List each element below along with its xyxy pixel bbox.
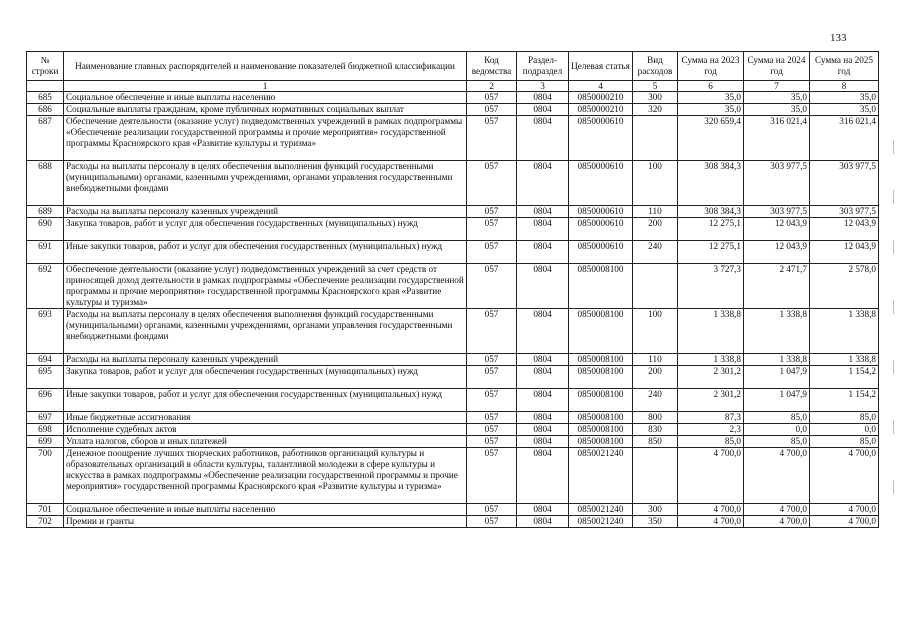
cell-target-item: 0850000210	[569, 104, 633, 116]
cell-sum-2024: 0,0	[744, 424, 810, 436]
cell-name: Расходы на выплаты персоналу в целях обеспечения выполнения функций государственными (муниципальными) органами, казенными учреждениями, органами управления государственными внебюджетными фондами	[64, 161, 467, 206]
cell-sum-2025: 1 338,8	[810, 354, 879, 366]
header-sum-2024: Сумма на 2024 год	[744, 52, 810, 81]
cell-row-number: 701	[27, 504, 64, 516]
cell-row-number: 699	[27, 436, 64, 448]
header-sum-2023: Сумма на 2023 год	[678, 52, 744, 81]
page-number: 133	[830, 32, 847, 44]
cell-sum-2024: 303 977,5	[744, 206, 810, 218]
cell-sum-2025: 35,0	[810, 92, 879, 104]
cell-sum-2024: 2 471,7	[744, 264, 810, 309]
cell-name: Обеспечение деятельности (оказание услуг) подведомственных учреждений за счет средств от приносящей доход деятельности в рамках подпрограммы «Обеспечение реализации государственной программы и прочие мероприятия» государственной программы Красноярского края «Развитие культуры и туризма»	[64, 264, 467, 309]
cell-target-item: 0850000610	[569, 241, 633, 264]
cell-department-code: 057	[467, 218, 517, 241]
cell-target-item: 0850000610	[569, 218, 633, 241]
cell-sum-2025: 303 977,5	[810, 161, 879, 206]
column-number: 8	[810, 81, 879, 92]
header-section: Раздел-подраздел	[517, 52, 569, 81]
cell-department-code: 057	[467, 424, 517, 436]
cell-sum-2023: 12 275,1	[678, 241, 744, 264]
cell-name: Премии и гранты	[64, 516, 467, 528]
table-row	[27, 161, 879, 206]
table-row	[27, 389, 879, 412]
table-row	[27, 104, 879, 116]
cell-sum-2025: 12 043,9	[810, 218, 879, 241]
table-row	[27, 436, 879, 448]
cell-row-number: 693	[27, 309, 64, 354]
cell-row-number: 695	[27, 366, 64, 389]
cell-name: Обеспечение деятельности (оказание услуг) подведомственных учреждений в рамках подпрограммы «Обеспечение реализации государственной программы и прочие мероприятия» государственной программы Красноярского края «Развитие культуры и туризма»	[64, 116, 467, 161]
cell-expense-type	[633, 116, 678, 161]
cell-section: 0804	[517, 206, 569, 218]
cell-sum-2025: 2 578,0	[810, 264, 879, 309]
cell-expense-type: 240	[633, 241, 678, 264]
cell-name: Уплата налогов, сборов и иных платежей	[64, 436, 467, 448]
table-row	[27, 516, 879, 528]
cell-name: Расходы на выплаты персоналу казенных учреждений	[64, 206, 467, 218]
cell-row-number: 691	[27, 241, 64, 264]
column-number	[27, 81, 64, 92]
cell-sum-2023: 35,0	[678, 104, 744, 116]
table-row	[27, 309, 879, 354]
cell-sum-2023: 85,0	[678, 436, 744, 448]
cell-target-item: 0850021240	[569, 504, 633, 516]
cell-department-code: 057	[467, 309, 517, 354]
scan-edge-mark	[893, 360, 894, 374]
cell-row-number: 690	[27, 218, 64, 241]
cell-section: 0804	[517, 92, 569, 104]
cell-row-number: 694	[27, 354, 64, 366]
cell-name: Расходы на выплаты персоналу казенных учреждений	[64, 354, 467, 366]
cell-section: 0804	[517, 448, 569, 504]
cell-department-code: 057	[467, 161, 517, 206]
cell-sum-2023: 308 384,3	[678, 206, 744, 218]
cell-section: 0804	[517, 241, 569, 264]
column-number: 4	[569, 81, 633, 92]
cell-expense-type: 850	[633, 436, 678, 448]
scan-edge-mark	[893, 140, 894, 154]
cell-target-item: 0850021240	[569, 516, 633, 528]
cell-expense-type: 110	[633, 206, 678, 218]
cell-target-item: 0850000610	[569, 161, 633, 206]
table-row	[27, 366, 879, 389]
cell-expense-type	[633, 448, 678, 504]
cell-sum-2023: 35,0	[678, 92, 744, 104]
cell-name: Денежное поощрение лучших творческих работников, работников организаций культуры и образовательных организаций в области культуры, талантливой молодежи в сфере культуры и искусства в рамках подпрограммы «Обеспечение реализации государственной программы и прочие мероприятия» государственной программы Красноярского края «Развитие культуры и туризма»	[64, 448, 467, 504]
cell-department-code: 057	[467, 104, 517, 116]
scan-edge-mark	[893, 480, 894, 494]
cell-expense-type: 100	[633, 309, 678, 354]
cell-sum-2025: 1 338,8	[810, 309, 879, 354]
column-number-row	[27, 81, 879, 92]
cell-target-item: 0850008100	[569, 389, 633, 412]
cell-target-item: 0850021240	[569, 448, 633, 504]
cell-name: Социальное обеспечение и иные выплаты населению	[64, 504, 467, 516]
column-number: 6	[678, 81, 744, 92]
cell-target-item: 0850008100	[569, 424, 633, 436]
cell-name: Закупка товаров, работ и услуг для обеспечения государственных (муниципальных) нужд	[64, 366, 467, 389]
table-row	[27, 448, 879, 504]
cell-expense-type: 320	[633, 104, 678, 116]
cell-sum-2025: 4 700,0	[810, 448, 879, 504]
cell-sum-2023: 87,3	[678, 412, 744, 424]
cell-section: 0804	[517, 389, 569, 412]
scan-edge-mark	[893, 240, 894, 254]
scan-edge-mark	[893, 190, 894, 204]
table-body	[27, 92, 879, 528]
cell-department-code: 057	[467, 264, 517, 309]
cell-name: Иные бюджетные ассигнования	[64, 412, 467, 424]
cell-department-code: 057	[467, 412, 517, 424]
table-row	[27, 354, 879, 366]
table-header-row	[27, 52, 879, 81]
cell-row-number: 689	[27, 206, 64, 218]
cell-section: 0804	[517, 161, 569, 206]
cell-row-number: 685	[27, 92, 64, 104]
cell-sum-2024: 1 338,8	[744, 309, 810, 354]
cell-row-number: 698	[27, 424, 64, 436]
cell-sum-2023: 1 338,8	[678, 309, 744, 354]
cell-department-code: 057	[467, 436, 517, 448]
cell-target-item: 0850008100	[569, 436, 633, 448]
cell-target-item: 0850008100	[569, 354, 633, 366]
cell-sum-2024: 85,0	[744, 412, 810, 424]
cell-name: Иные закупки товаров, работ и услуг для обеспечения государственных (муниципальных) нужд	[64, 241, 467, 264]
cell-expense-type: 300	[633, 92, 678, 104]
cell-name: Иные закупки товаров, работ и услуг для обеспечения государственных (муниципальных) нужд	[64, 389, 467, 412]
cell-expense-type: 800	[633, 412, 678, 424]
cell-expense-type: 350	[633, 516, 678, 528]
cell-target-item: 0850008100	[569, 366, 633, 389]
cell-sum-2023: 2 301,2	[678, 389, 744, 412]
cell-expense-type	[633, 264, 678, 309]
cell-sum-2023: 2,3	[678, 424, 744, 436]
cell-department-code: 057	[467, 92, 517, 104]
cell-department-code: 057	[467, 116, 517, 161]
cell-sum-2024: 4 700,0	[744, 448, 810, 504]
cell-row-number: 700	[27, 448, 64, 504]
cell-section: 0804	[517, 218, 569, 241]
cell-sum-2025: 85,0	[810, 436, 879, 448]
cell-sum-2024: 35,0	[744, 104, 810, 116]
cell-expense-type: 200	[633, 218, 678, 241]
cell-department-code: 057	[467, 354, 517, 366]
header-name: Наименование главных распорядителей и наименование показателей бюджетной классификации	[64, 52, 467, 81]
table-row	[27, 206, 879, 218]
cell-expense-type: 830	[633, 424, 678, 436]
cell-section: 0804	[517, 104, 569, 116]
column-number: 7	[744, 81, 810, 92]
cell-name: Исполнение судебных актов	[64, 424, 467, 436]
cell-sum-2023: 3 727,3	[678, 264, 744, 309]
cell-section: 0804	[517, 424, 569, 436]
cell-sum-2025: 12 043,9	[810, 241, 879, 264]
cell-sum-2024: 303 977,5	[744, 161, 810, 206]
cell-sum-2025: 1 154,2	[810, 366, 879, 389]
cell-sum-2023: 12 275,1	[678, 218, 744, 241]
column-number: 3	[517, 81, 569, 92]
header-target-item: Целевая статья	[569, 52, 633, 81]
table-row	[27, 241, 879, 264]
cell-target-item: 0850000210	[569, 92, 633, 104]
cell-sum-2024: 12 043,9	[744, 241, 810, 264]
cell-sum-2025: 4 700,0	[810, 504, 879, 516]
cell-sum-2023: 320 659,4	[678, 116, 744, 161]
cell-target-item: 0850008100	[569, 309, 633, 354]
cell-sum-2024: 12 043,9	[744, 218, 810, 241]
cell-row-number: 692	[27, 264, 64, 309]
cell-section: 0804	[517, 354, 569, 366]
cell-target-item: 0850000610	[569, 116, 633, 161]
cell-department-code: 057	[467, 516, 517, 528]
table-row	[27, 92, 879, 104]
cell-sum-2025: 0,0	[810, 424, 879, 436]
cell-section: 0804	[517, 116, 569, 161]
cell-expense-type: 100	[633, 161, 678, 206]
table-row	[27, 116, 879, 161]
cell-sum-2024: 35,0	[744, 92, 810, 104]
column-number: 5	[633, 81, 678, 92]
table-row	[27, 504, 879, 516]
cell-sum-2025: 303 977,5	[810, 206, 879, 218]
header-row-number: № строки	[27, 52, 64, 81]
table-row	[27, 218, 879, 241]
cell-row-number: 696	[27, 389, 64, 412]
cell-row-number: 687	[27, 116, 64, 161]
cell-section: 0804	[517, 516, 569, 528]
table-row	[27, 412, 879, 424]
cell-row-number: 697	[27, 412, 64, 424]
cell-department-code: 057	[467, 448, 517, 504]
cell-expense-type: 300	[633, 504, 678, 516]
cell-row-number: 688	[27, 161, 64, 206]
cell-section: 0804	[517, 504, 569, 516]
cell-row-number: 702	[27, 516, 64, 528]
scan-edge-mark	[893, 300, 894, 314]
cell-sum-2025: 316 021,4	[810, 116, 879, 161]
cell-name: Закупка товаров, работ и услуг для обеспечения государственных (муниципальных) нужд	[64, 218, 467, 241]
cell-sum-2023: 2 301,2	[678, 366, 744, 389]
cell-expense-type: 110	[633, 354, 678, 366]
cell-sum-2024: 4 700,0	[744, 516, 810, 528]
cell-department-code: 057	[467, 241, 517, 264]
header-expense-type: Вид расходов	[633, 52, 678, 81]
cell-sum-2024: 85,0	[744, 436, 810, 448]
cell-sum-2023: 4 700,0	[678, 516, 744, 528]
cell-sum-2025: 85,0	[810, 412, 879, 424]
cell-expense-type: 240	[633, 389, 678, 412]
cell-name: Социальное обеспечение и иные выплаты населению	[64, 92, 467, 104]
cell-target-item: 0850008100	[569, 264, 633, 309]
cell-department-code: 057	[467, 206, 517, 218]
cell-sum-2025: 1 154,2	[810, 389, 879, 412]
cell-section: 0804	[517, 436, 569, 448]
budget-table	[26, 51, 879, 528]
cell-department-code: 057	[467, 366, 517, 389]
cell-section: 0804	[517, 309, 569, 354]
cell-section: 0804	[517, 412, 569, 424]
cell-sum-2024: 4 700,0	[744, 504, 810, 516]
table-row	[27, 264, 879, 309]
cell-target-item: 0850000610	[569, 206, 633, 218]
cell-department-code: 057	[467, 504, 517, 516]
scan-edge-mark	[893, 420, 894, 434]
header-sum-2025: Сумма на 2025 год	[810, 52, 879, 81]
cell-row-number: 686	[27, 104, 64, 116]
cell-sum-2024: 316 021,4	[744, 116, 810, 161]
cell-section: 0804	[517, 264, 569, 309]
cell-sum-2024: 1 338,8	[744, 354, 810, 366]
table-row	[27, 424, 879, 436]
cell-name: Расходы на выплаты персоналу в целях обеспечения выполнения функций государственными (муниципальными) органами, казенными учреждениями, органами управления государственными внебюджетными фондами	[64, 309, 467, 354]
cell-sum-2025: 35,0	[810, 104, 879, 116]
cell-target-item: 0850008100	[569, 412, 633, 424]
column-number: 1	[64, 81, 467, 92]
cell-expense-type: 200	[633, 366, 678, 389]
cell-sum-2024: 1 047,9	[744, 389, 810, 412]
cell-name: Социальные выплаты гражданам, кроме публичных нормативных социальных выплат	[64, 104, 467, 116]
column-number: 2	[467, 81, 517, 92]
cell-sum-2024: 1 047,9	[744, 366, 810, 389]
cell-sum-2023: 308 384,3	[678, 161, 744, 206]
header-department-code: Код ведомства	[467, 52, 517, 81]
cell-sum-2023: 4 700,0	[678, 504, 744, 516]
cell-sum-2023: 1 338,8	[678, 354, 744, 366]
cell-sum-2025: 4 700,0	[810, 516, 879, 528]
cell-sum-2023: 4 700,0	[678, 448, 744, 504]
cell-section: 0804	[517, 366, 569, 389]
cell-department-code: 057	[467, 389, 517, 412]
